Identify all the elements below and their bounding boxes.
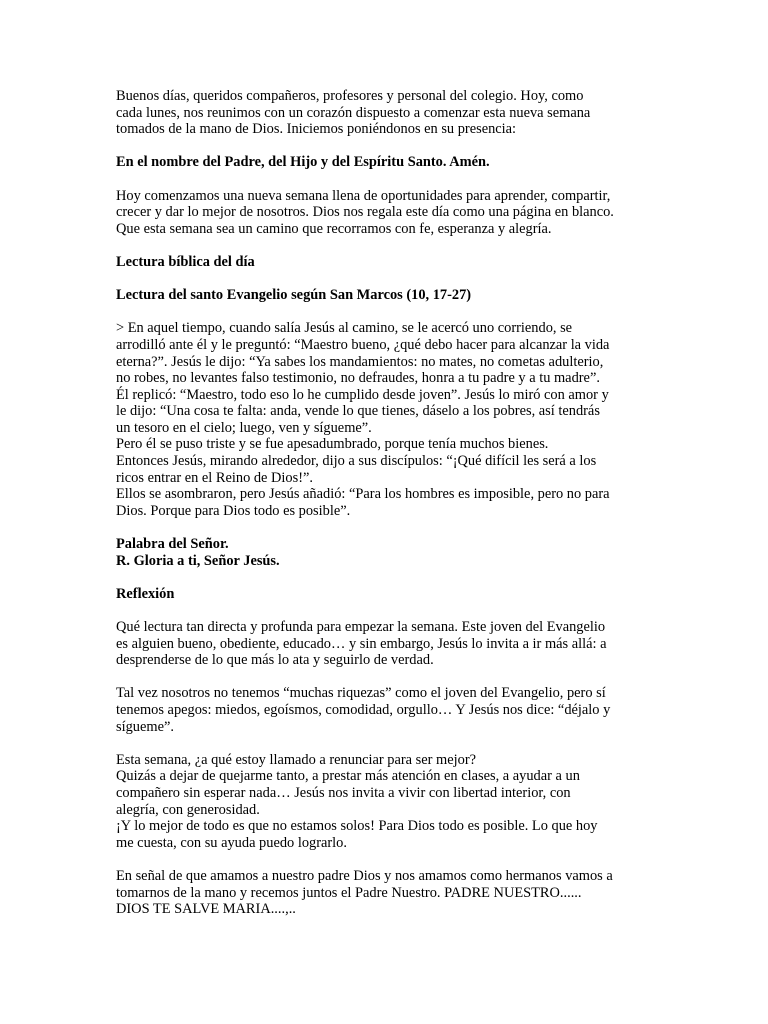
text-line: Entonces Jesús, mirando alrededor, dijo a sus discípulos: “¡Qué difícil les será a los: [116, 453, 597, 470]
text-line: Él replicó: “Maestro, todo eso lo he cumplido desde joven”. Jesús lo miró con amor y: [116, 386, 609, 403]
text-line: Esta semana, ¿a qué estoy llamado a renunciar para ser mejor?: [116, 751, 476, 768]
text-line: Quizás a dejar de quejarme tanto, a prestar más atención en clases, a ayudar a un: [116, 768, 580, 785]
text-line: es alguien bueno, obediente, educado… y sin embargo, Jesús lo invita a ir más allá: a: [116, 635, 607, 652]
text-line: compañero sin esperar nada… Jesús nos invita a vivir con libertad interior, con: [116, 784, 571, 801]
text-line: Lectura bíblica del día: [116, 253, 255, 270]
text-line: me cuesta, con su ayuda puedo lograrlo.: [116, 834, 347, 851]
document-body: [116, 88, 656, 934]
text-line: no robes, no levantes falso testimonio, no defraudes, honra a tu padre y a tu madre”.: [116, 370, 600, 387]
text-line: tomados de la mano de Dios. Iniciemos poniéndonos en su presencia:: [116, 121, 517, 138]
greeting-paragraph: [116, 88, 656, 138]
text-line: En señal de que amamos a nuestro padre Dios y nos amamos como hermanos vamos a: [116, 867, 613, 884]
closing-prayer-paragraph: [116, 868, 656, 918]
reflection-paragraph-1: [116, 619, 656, 669]
text-line: Reflexión: [116, 585, 175, 602]
text-line: un tesoro en el cielo; luego, ven y sígueme”.: [116, 419, 372, 436]
text-line: Lectura del santo Evangelio según San Marcos (10, 17-27): [116, 287, 472, 304]
gospel-reading-paragraph: [116, 320, 656, 519]
text-line: desprenderse de lo que más lo ata y seguirlo de verdad.: [116, 652, 434, 669]
text-line: Dios. Porque para Dios todo es posible”.: [116, 502, 351, 519]
text-line: Tal vez nosotros no tenemos “muchas riquezas” como el joven del Evangelio, pero sí: [116, 685, 606, 702]
text-line: arrodilló ante él y le preguntó: “Maestro bueno, ¿qué debo hacer para alcanzar la vida: [116, 336, 610, 353]
text-line: Palabra del Señor.: [116, 536, 229, 553]
text-line: Pero él se puso triste y se fue apesadumbrado, porque tenía muchos bienes.: [116, 436, 549, 453]
word-of-lord-response: [116, 536, 656, 569]
text-line: sígueme”.: [116, 718, 174, 735]
text-line: alegría, con generosidad.: [116, 801, 260, 818]
intro-paragraph: [116, 188, 656, 238]
reflection-paragraph-3: [116, 752, 656, 852]
text-line: Buenos días, queridos compañeros, profesores y personal del colegio. Hoy, como: [116, 88, 584, 104]
sign-of-cross-heading: [116, 154, 656, 171]
reflection-paragraph-2: [116, 685, 656, 735]
text-line: tenemos apegos: miedos, egoísmos, comodidad, orgullo… Y Jesús nos dice: “déjalo y: [116, 701, 611, 718]
gospel-reference-heading: [116, 287, 656, 304]
text-line: R. Gloria a ti, Señor Jesús.: [116, 552, 280, 569]
text-line: Ellos se asombraron, pero Jesús añadió: “Para los hombres es imposible, pero no para: [116, 486, 610, 503]
text-line: > En aquel tiempo, cuando salía Jesús al camino, se le acercó uno corriendo, se: [116, 320, 573, 337]
text-line: Hoy comenzamos una nueva semana llena de oportunidades para aprender, compartir,: [116, 187, 611, 204]
text-line: cada lunes, nos reunimos con un corazón dispuesto a comenzar esta nueva semana: [116, 104, 591, 121]
text-line: crecer y dar lo mejor de nosotros. Dios nos regala este día como una página en blanco.: [116, 204, 614, 221]
text-line: tomarnos de la mano y recemos juntos el Padre Nuestro. PADRE NUESTRO......: [116, 884, 582, 901]
text-line: ricos entrar en el Reino de Dios!”.: [116, 469, 313, 486]
reflection-heading: [116, 586, 656, 603]
bible-reading-heading: [116, 254, 656, 271]
text-line: ¡Y lo mejor de todo es que no estamos solos! Para Dios todo es posible. Lo que hoy: [116, 818, 598, 835]
text-line: Que esta semana sea un camino que recorramos con fe, esperanza y alegría.: [116, 220, 552, 237]
text-line: Qué lectura tan directa y profunda para empezar la semana. Este joven del Evangelio: [116, 619, 606, 635]
text-line: DIOS TE SALVE MARIA....,..: [116, 901, 296, 918]
text-line: En el nombre del Padre, del Hijo y del Espíritu Santo. Amén.: [116, 154, 490, 171]
text-line: le dijo: “Una cosa te falta: anda, vende lo que tienes, dáselo a los pobres, así tendrás: [116, 403, 600, 420]
text-line: eterna?”. Jesús le dijo: “Ya sabes los mandamientos: no mates, no cometas adulterio,: [116, 353, 604, 370]
